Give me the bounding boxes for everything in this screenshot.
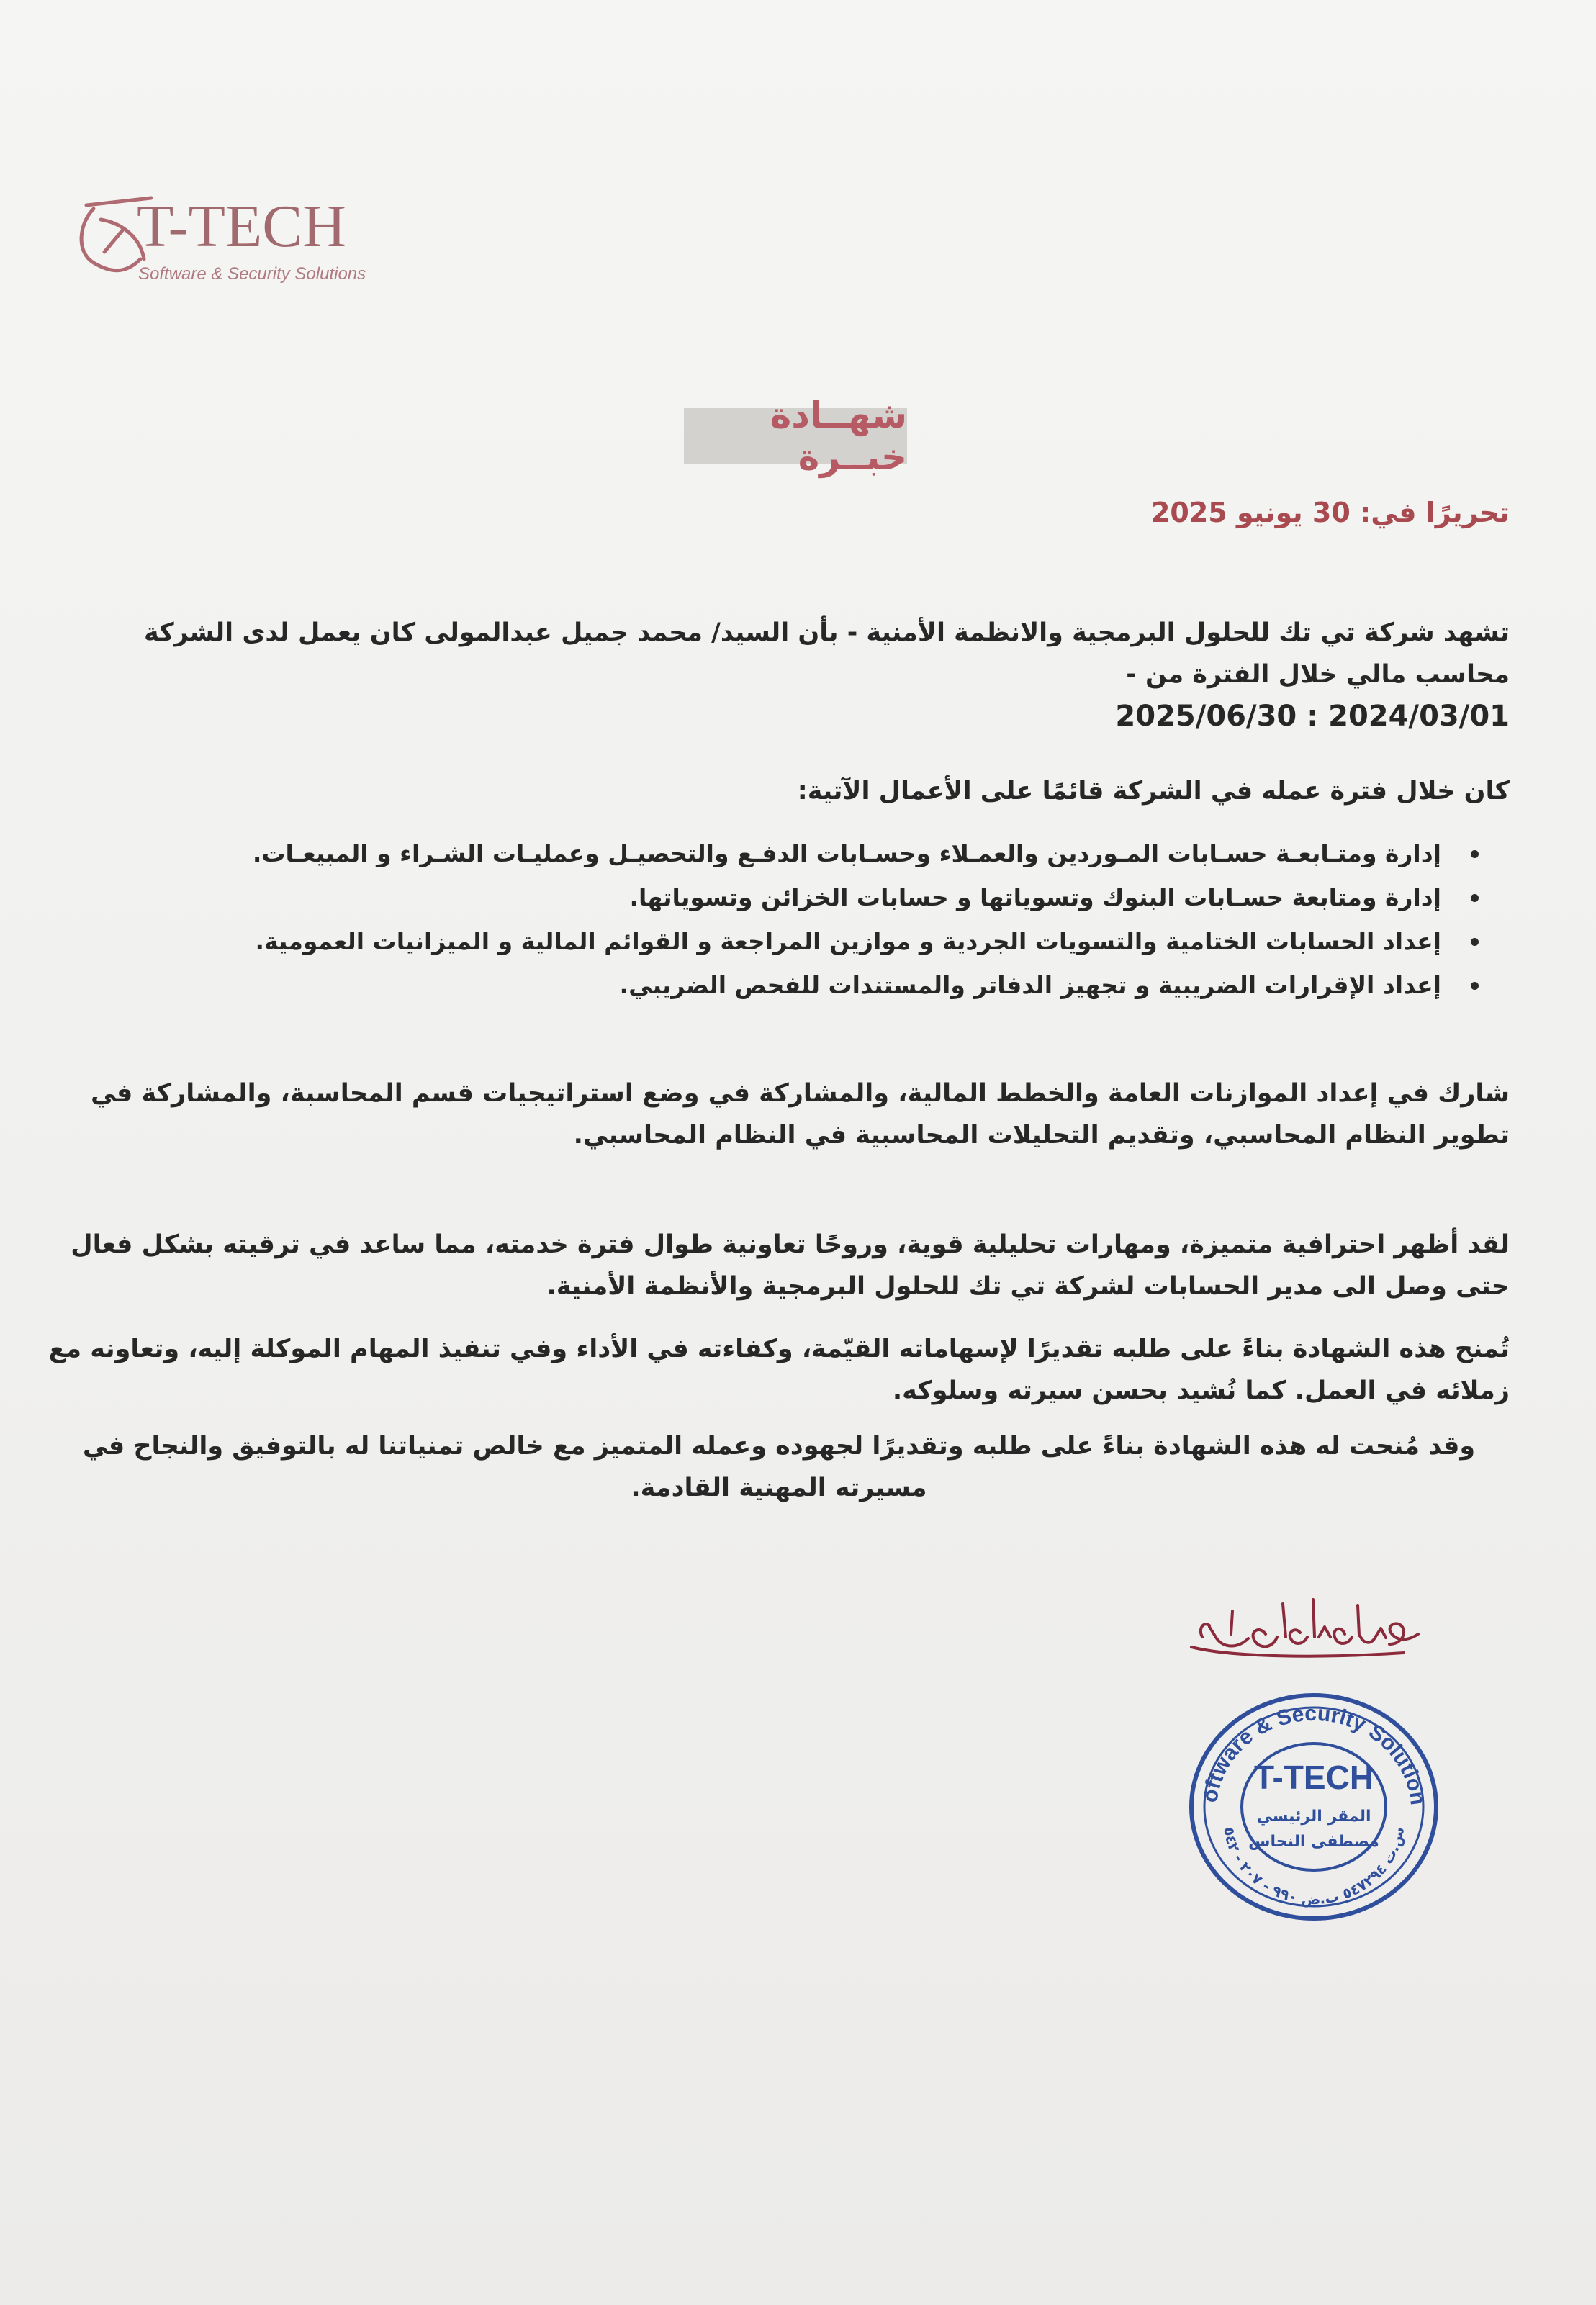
stamp-brand: T-TECH bbox=[1253, 1759, 1374, 1796]
performance-paragraph: لقد أظهر احترافية متميزة، ومهارات تحليلية قوية، وروحًا تعاونية طوال فترة خدمته، مما ساعد في ترقيته بشكل فعال حتى وصل الى مدير الحسابات لشركة تي تك للحلول البرمجية والأنظمة الأمنية. bbox=[71, 1230, 1510, 1301]
stamp-ring-text: Software & Security Solutions bbox=[1173, 1669, 1430, 1807]
list-item bbox=[73, 831, 1441, 875]
intro-paragraph bbox=[77, 612, 1510, 737]
employment-period: 2024/03/01 : 2025/06/30 bbox=[1115, 700, 1510, 733]
logo-brand: T-TECH bbox=[137, 193, 346, 260]
closing-paragraph: وقد مُنحت له هذه الشهادة بناءً على طلبه وتقديرًا لجهوده وعمله المتميز مع خالص تمنياتنا له بالتوفيق والنجاح في مسيرته المهنية القادمة. bbox=[82, 1432, 1476, 1502]
duties-lead: كان خلال فترة عمله في الشركة قائمًا على الأعمال الآتية: bbox=[797, 777, 1510, 806]
stamp-line-2: مصطفى النحاس bbox=[1248, 1833, 1379, 1851]
grant-paragraph: تُمنح هذه الشهادة بناءً على طلبه تقديرًا لإسهاماته القيّمة، وكفاءته في الأداء وفي تنفيذ المهام الموكلة إليه، وتعاونه مع زملائه في العمل. كما نُشيد بحسن سيرته وسلوكه. bbox=[48, 1335, 1510, 1405]
participation-paragraph: شارك في إعداد الموازنات العامة والخطط المالية، والمشاركة في وضع استراتيجيات قسم المحاسبة، والمشاركة في تطوير النظام المحاسبي، وتقديم التحليلات المحاسبية في النظام المحاسبي. bbox=[91, 1079, 1510, 1150]
stamp-line-1: المقر الرئيسي bbox=[1256, 1808, 1371, 1826]
list-item bbox=[73, 963, 1441, 1007]
issue-date: تحريرًا في: 30 يونيو 2025 bbox=[1150, 497, 1510, 528]
signature-graphic bbox=[1188, 1584, 1425, 1663]
certificate-title-box bbox=[684, 394, 907, 478]
duties-list bbox=[73, 831, 1488, 1007]
company-logo bbox=[72, 180, 366, 302]
bullet-icon bbox=[1471, 894, 1479, 902]
list-item bbox=[73, 875, 1441, 919]
duty-text: إعداد الحسابات الختامية والتسويات الجردية و موازين المراجعة و القوائم المالية و الميزانيات العمومية. bbox=[255, 927, 1441, 955]
bullet-icon bbox=[1471, 850, 1479, 858]
list-item bbox=[73, 919, 1441, 963]
stamp-graphic bbox=[1173, 1669, 1447, 1926]
intro-text: تشهد شركة تي تك للحلول البرمجية والانظمة الأمنية - بأن السيد/ محمد جميل عبدالمولى كان يعمل لدى الشركة محاسب مالي خلال الفترة من - bbox=[144, 618, 1510, 689]
duty-text: إدارة ومتـابعـة حسـابات المـوردين والعمـلاء وحسـابات الدفـع والتحصيـل وعمليـات الشـراء و المبيعـات. bbox=[252, 839, 1441, 867]
logo-tagline: Software & Security Solutions bbox=[138, 264, 366, 284]
stamp-bottom-text: س.ت ٥٤٧٢٩٤ ب.ض ٩٩٠ - ٢٠٧ - ٥٤٢ bbox=[1220, 1825, 1408, 1908]
bullet-icon bbox=[1471, 982, 1479, 990]
certificate-title: شهــادة خبــرة bbox=[770, 394, 907, 478]
handwritten-signature bbox=[1188, 1584, 1425, 1663]
company-stamp bbox=[1173, 1669, 1447, 1926]
duty-text: إعداد الإقرارات الضريبية و تجهيز الدفاتر والمستندات للفحص الضريبي. bbox=[619, 971, 1441, 999]
duty-text: إدارة ومتابعة حسـابات البنوك وتسوياتها و حسابات الخزائن وتسوياتها. bbox=[629, 883, 1441, 911]
bullet-icon bbox=[1471, 938, 1479, 946]
logo-graphic bbox=[72, 180, 366, 302]
